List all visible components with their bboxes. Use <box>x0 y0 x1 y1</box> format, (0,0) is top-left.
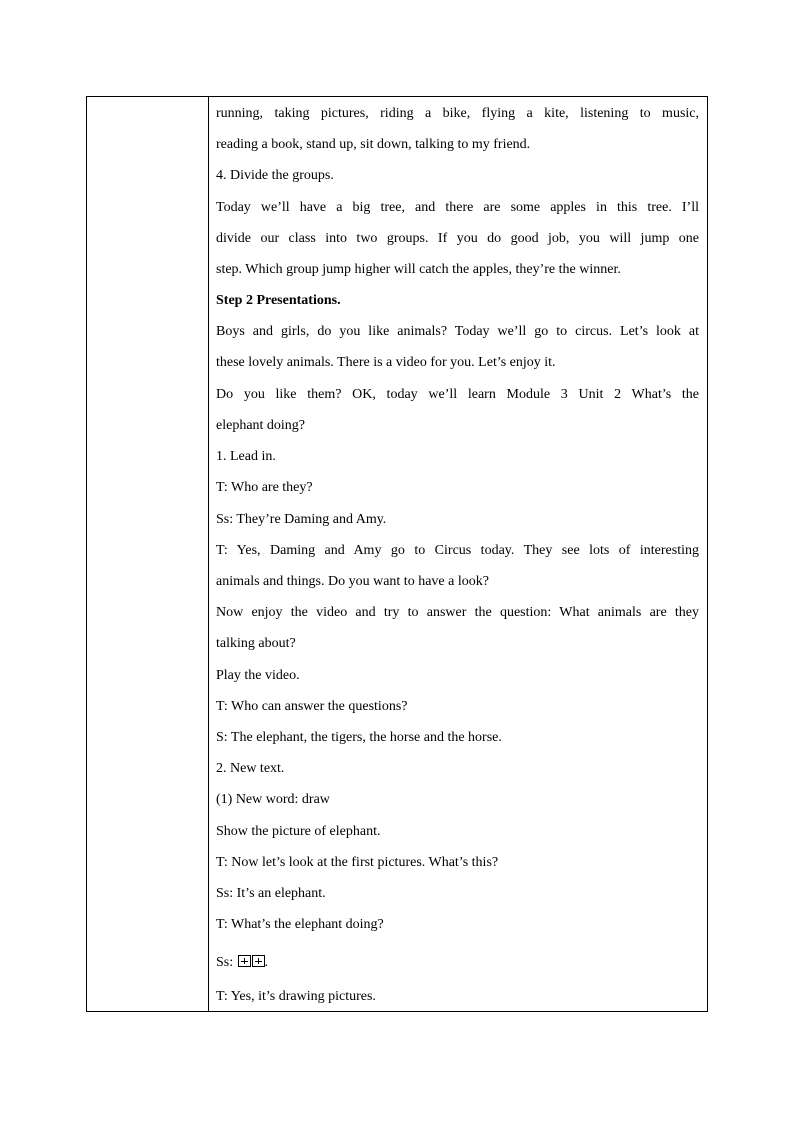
table-left-cell <box>87 97 209 1011</box>
text-line: T: What’s the elephant doing? <box>216 917 384 932</box>
text-line: T: Who are they? <box>216 480 313 495</box>
text-line: Ss: It’s an elephant. <box>216 886 326 901</box>
draw-character-icon <box>238 955 251 967</box>
text-line: T: Who can answer the questions? <box>216 699 408 714</box>
text-line: reading a book, stand up, sit down, talking to my friend. <box>216 137 531 152</box>
text-line: S: The elephant, the tigers, the horse and the horse. <box>216 730 502 745</box>
text-line: T: Now let’s look at the first pictures. What’s this? <box>216 855 499 870</box>
ss-answer-line <box>216 953 699 973</box>
ss-answer-prefix: Ss: <box>216 955 237 970</box>
section-heading: Step 2 Presentations. <box>216 293 341 308</box>
table-right-cell <box>209 97 707 1011</box>
text-line: animals and things. Do you want to have a look? <box>216 574 489 589</box>
text-line: these lovely animals. There is a video for you. Let’s enjoy it. <box>216 355 556 370</box>
text-line: T: Yes, Daming and Amy go to Circus today. They see lots of interesting <box>216 543 699 558</box>
text-line: divide our class into two groups. If you do good job, you will jump one <box>216 231 699 246</box>
text-line: Play the video. <box>216 668 300 683</box>
draw-character-icon <box>252 955 265 967</box>
text-line: 2. New text. <box>216 761 285 776</box>
text-line: 1. Lead in. <box>216 449 276 464</box>
text-line: step. Which group jump higher will catch the apples, they’re the winner. <box>216 262 621 277</box>
ss-answer-suffix: . <box>264 955 269 970</box>
text-line: Now enjoy the video and try to answer the question: What animals are they <box>216 605 699 620</box>
text-line: Today we’ll have a big tree, and there are some apples in this tree. I’ll <box>216 200 699 215</box>
lesson-table <box>86 96 708 1012</box>
text-line: running, taking pictures, riding a bike, flying a kite, listening to music, <box>216 106 699 121</box>
text-line: talking about? <box>216 636 296 651</box>
text-line: 4. Divide the groups. <box>216 168 334 183</box>
text-line: Do you like them? OK, today we’ll learn Module 3 Unit 2 What’s the <box>216 387 699 402</box>
text-line: Boys and girls, do you like animals? Today we’ll go to circus. Let’s look at <box>216 324 699 339</box>
text-line: Show the picture of elephant. <box>216 824 381 839</box>
text-line: T: Yes, it’s drawing pictures. <box>216 989 376 1004</box>
text-line: elephant doing? <box>216 418 306 433</box>
text-line: Ss: They’re Daming and Amy. <box>216 512 387 527</box>
text-line: (1) New word: draw <box>216 792 330 807</box>
